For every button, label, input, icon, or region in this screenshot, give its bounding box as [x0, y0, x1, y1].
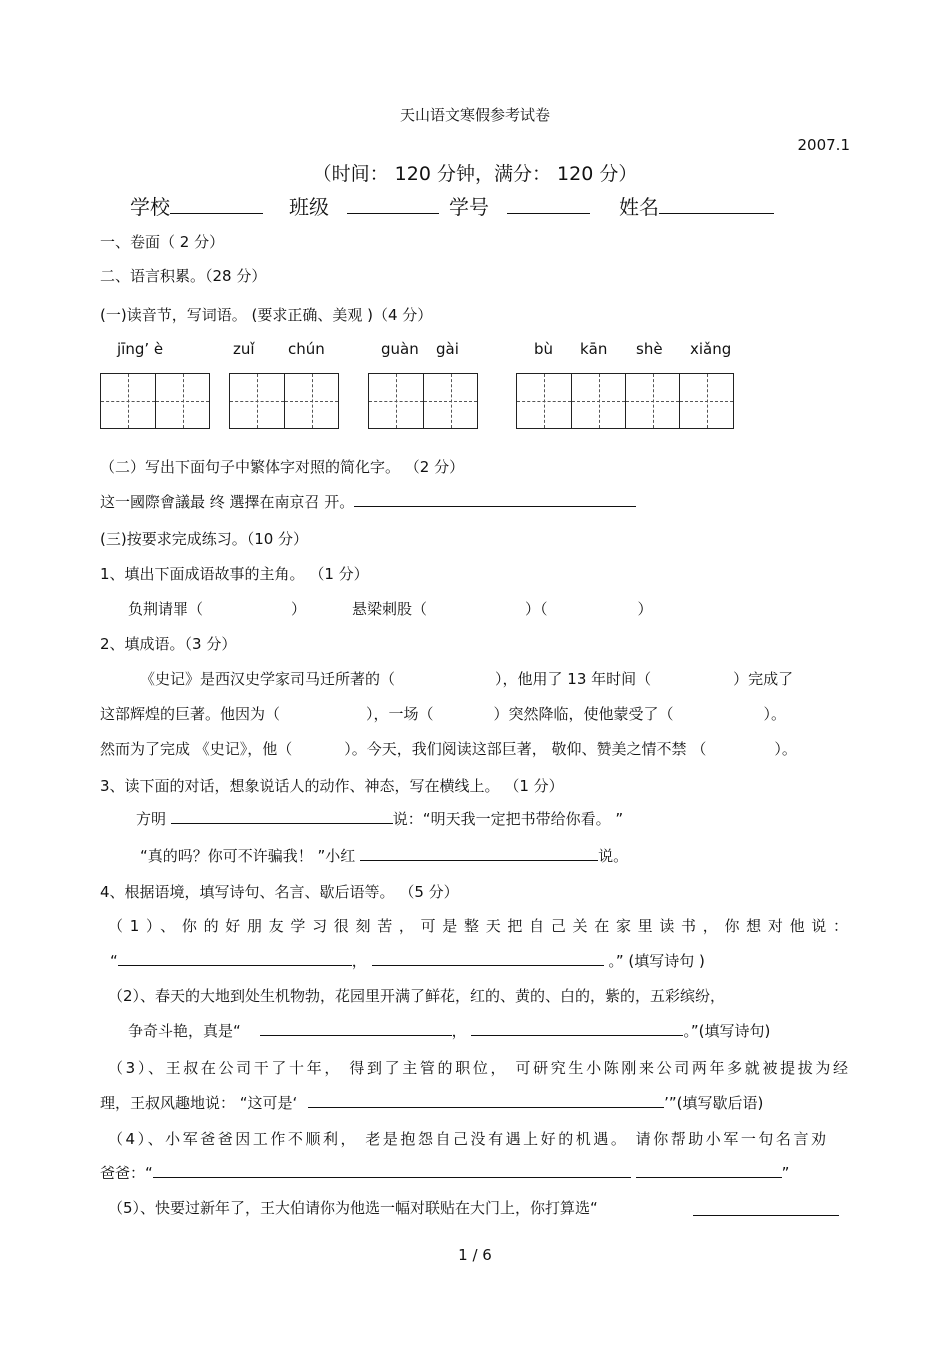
q4-4-end: ”	[781, 1164, 790, 1182]
q4-3-blank[interactable]	[308, 1092, 664, 1108]
q3-speech-1: 说：“明天我一定把书带给你看。 ”	[392, 810, 624, 828]
comma: ，	[451, 1022, 467, 1040]
q3-speaker-1: 方明	[136, 810, 167, 828]
section-1-heading: 一、卷面（ 2 分）	[100, 233, 225, 251]
comma: ，	[351, 952, 367, 970]
school-field	[130, 191, 263, 220]
q4-2-blank-a[interactable]	[260, 1020, 452, 1036]
writing-grid-4	[516, 373, 734, 429]
grid-cell[interactable]	[423, 374, 477, 428]
number-blank[interactable]	[507, 193, 590, 214]
paren-open: （	[540, 600, 548, 618]
number-field	[449, 191, 590, 220]
q4-2-end: 。”(填写诗句)	[683, 1022, 771, 1040]
q4-3-end: ’”(填写歇后语)	[664, 1094, 764, 1112]
pinyin-6: bù	[534, 340, 554, 358]
grid-cell[interactable]	[155, 374, 209, 428]
grid-cell[interactable]	[284, 374, 338, 428]
writing-grid-2	[229, 373, 339, 429]
idiom-2-prompt	[352, 598, 653, 619]
q4-4-blank-b[interactable]	[636, 1162, 782, 1178]
question-2: 2、填成语。（3 分）	[100, 635, 237, 653]
traditional-sentence-text: 这一國際會議最 终 選擇在南京召 开。	[100, 493, 355, 511]
q4-item-4-answer	[100, 1162, 789, 1183]
q4-item-2: （2）、春天的大地到处生机物勃，花园里开满了鲜花，红的、黄的、白的，紫的，五彩缤纷，	[108, 987, 726, 1005]
class-field	[289, 191, 439, 220]
q4-3-prefix: 理，王叔风趣地说： “这可是‘	[100, 1094, 298, 1112]
number-label: 学号	[449, 195, 489, 219]
section-2-heading: 二、语言积累。（28 分）	[100, 267, 267, 285]
q2-line-2	[100, 703, 786, 724]
q4-item-1: （1）、你的好朋友学习很刻苦，可是整天把自己关在家里读书，你想对他说：	[108, 917, 848, 935]
part-1-heading: (一)读音节，写词语。 (要求正确、美观 )（4 分）	[100, 306, 433, 324]
q2-l1-c: ）完成了	[733, 670, 794, 688]
q3-blank-1[interactable]	[171, 808, 393, 824]
exam-time-line: （时间： 120 分钟，满分： 120 分）	[312, 163, 638, 185]
name-field	[619, 191, 774, 220]
paren-close: ）	[525, 600, 541, 618]
exam-date: 2007.1	[797, 136, 850, 154]
pinyin-5: gài	[436, 340, 459, 358]
q3-blank-2[interactable]	[360, 845, 598, 861]
exam-title: 天山语文寒假参考试卷	[399, 106, 550, 124]
grid-cell[interactable]	[517, 374, 571, 428]
q2-l3-b: ）。今天，我们阅读这部巨著， 敬仰、赞美之情不禁 （	[344, 740, 707, 758]
question-4: 4、根据语境，填写诗句、名言、歇后语等。 （5 分）	[100, 883, 459, 901]
q2-l2-d: ）。	[763, 705, 787, 723]
q4-item-4: （4）、小军爸爸因工作不顺利， 老是抱怨自己没有遇上好的机遇。 请你帮助小军一句名言劝	[108, 1130, 826, 1148]
q2-l2-a: 这部辉煌的巨著。他因为（	[100, 705, 281, 723]
pinyin-9: xiǎng	[690, 340, 732, 358]
part-2-heading: （二）写出下面句子中繁体字对照的简化字。 （2 分）	[100, 458, 465, 476]
q3-end-2: 说。	[598, 847, 629, 865]
q2-l3-c: ）。	[774, 740, 797, 758]
question-3: 3、读下面的对话，想象说话人的动作、神态，写在横线上。 （1 分）	[100, 777, 564, 795]
q2-line-1	[140, 668, 793, 689]
q4-2-blank-b[interactable]	[471, 1020, 683, 1036]
part-3-heading: (三)按要求完成练习。（10 分）	[100, 530, 309, 548]
grid-cell[interactable]	[101, 374, 155, 428]
q2-l1-b: ），他用了 13 年时间（	[495, 670, 652, 688]
q4-item-1-answer	[110, 950, 705, 971]
grid-cell[interactable]	[679, 374, 733, 428]
school-blank[interactable]	[170, 193, 263, 214]
q4-item-5: （5）、快要过新年了，王大伯请你为他选一幅对联贴在大门上，你打算选“	[108, 1199, 598, 1217]
quote-open: “	[110, 952, 118, 970]
grid-cell[interactable]	[369, 374, 423, 428]
page-number: 1 / 6	[458, 1246, 492, 1264]
paren-close: ）	[637, 600, 653, 618]
writing-grid-3	[368, 373, 478, 429]
grid-cell[interactable]	[625, 374, 679, 428]
school-label: 学校	[130, 195, 170, 219]
q2-l1-a: 《史记》是西汉史学家司马迁所著的（	[140, 670, 396, 688]
q3-line-2	[140, 845, 628, 866]
q2-l2-c: ）突然降临，使他蒙受了（	[493, 705, 674, 723]
q4-1-blank-a[interactable]	[118, 950, 352, 966]
q2-l2-b: ），一场（	[366, 705, 434, 723]
q4-item-3-answer	[100, 1092, 763, 1113]
grid-cell[interactable]	[230, 374, 284, 428]
q4-1-end: 。” (填写诗句 )	[608, 952, 705, 970]
pinyin-7: kān	[580, 340, 608, 358]
name-label: 姓名	[619, 195, 659, 219]
question-1: 1、填出下面成语故事的主角。 （1 分）	[100, 565, 369, 583]
writing-grid-1	[100, 373, 210, 429]
idiom-1-prompt	[128, 598, 306, 619]
pinyin-4: guàn	[381, 340, 419, 358]
class-label: 班级	[289, 195, 329, 219]
q4-1-blank-b[interactable]	[372, 950, 604, 966]
q4-2-prefix: 争奇斗艳，真是“	[128, 1022, 241, 1040]
q2-l3-a: 然而为了完成 《史记》，他（	[100, 740, 293, 758]
pinyin-1: jīng’ è	[117, 340, 164, 358]
q4-4-blank-a[interactable]	[153, 1162, 631, 1178]
pinyin-8: shè	[636, 340, 663, 358]
simplified-answer-blank[interactable]	[354, 491, 636, 507]
idiom-2-text: 悬梁刺股（	[352, 600, 428, 618]
pinyin-3: chún	[288, 340, 325, 358]
q4-item-2-answer	[128, 1020, 770, 1041]
traditional-sentence	[100, 491, 636, 512]
q3-speech-2: “真的吗？你可不许骗我！ ”小红	[140, 847, 356, 865]
q3-line-1	[136, 808, 623, 829]
paren-close: ）	[291, 600, 307, 618]
pinyin-2: zuǐ	[233, 340, 255, 358]
q4-4-prefix: 爸爸：“	[100, 1164, 153, 1182]
name-blank[interactable]	[659, 193, 774, 214]
grid-cell[interactable]	[571, 374, 625, 428]
q4-item-3: （3）、王叔在公司干了十年， 得到了主管的职位， 可研究生小陈刚来公司两年多就被提拔为经	[108, 1059, 848, 1077]
q2-line-3	[100, 738, 797, 759]
q4-5-blank[interactable]	[693, 1200, 839, 1216]
idiom-1-text: 负荆请罪（	[128, 600, 204, 618]
class-blank[interactable]	[347, 193, 439, 214]
